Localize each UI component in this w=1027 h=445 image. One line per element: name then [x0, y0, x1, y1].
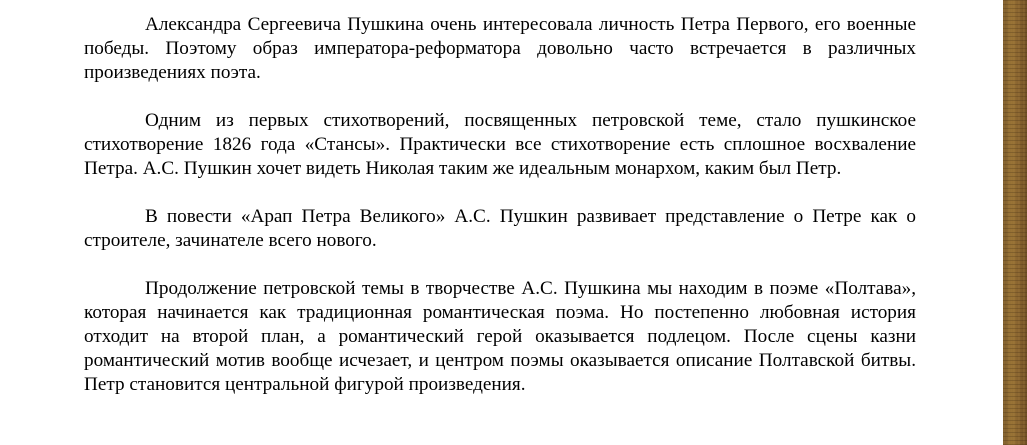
paragraph-1: Александра Сергеевича Пушкина очень интересовала личность Петра Первого, его военные победы. Поэтому образ императора-реформатора довольно часто встречается в различных произведениях поэта. [84, 14, 916, 83]
paragraph-2: Одним из первых стихотворений, посвященных петровской теме, стало пушкинское стихотворение 1826 года «Стансы». Практически все стихотворение есть сплошное восхваление Петра. А.С. Пушкин хочет видеть Николая таким же идеальным монархом, каким был Петр. [84, 110, 916, 179]
document-text [84, 13, 916, 397]
wooden-frame-border [1003, 0, 1027, 445]
wood-grain-texture [1003, 0, 1027, 445]
paragraph-3: В повести «Арап Петра Великого» А.С. Пушкин развивает представление о Петре как о строителе, зачинателе всего нового. [84, 206, 916, 251]
paragraph-4: Продолжение петровской темы в творчестве А.С. Пушкина мы находим в поэме «Полтава», которая начинается как традиционная романтическая поэма. Но постепенно любовная история отходит на второй план, а романтический герой оказывается подлецом. После сцены казни романтический мотив вообще исчезает, и центром поэмы оказывается описание Полтавской битвы. Петр становится центральной фигурой произведения. [84, 278, 916, 395]
